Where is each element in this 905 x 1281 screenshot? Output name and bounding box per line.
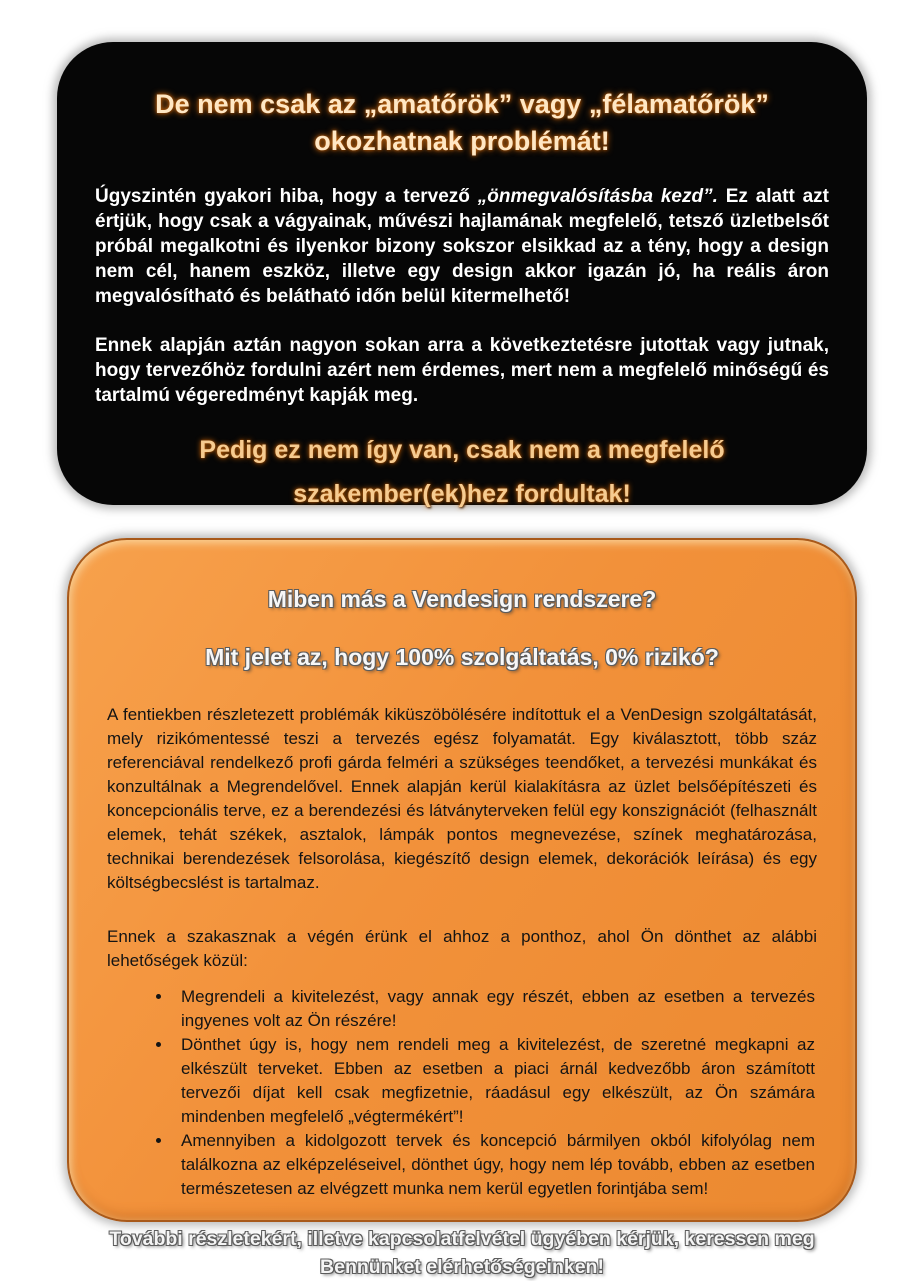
orange-panel-footer-heading: További részletekért, illetve kapcsolatfelvétel ügyében kérjük, keressen meg Bennünket elérhetőségeinken! xyxy=(109,1228,815,1278)
black-panel-heading: De nem csak az „amatőrök” vagy „félamatőrök” okozhatnak problémát! xyxy=(155,89,769,156)
orange-panel-paragraph-1: A fentiekben részletezett problémák kiküszöbölésére indítottuk el a VenDesign szolgáltatását, mely rizikómentessé teszi a tervezés egész folyamatát. Egy kiválasztott, több száz referenciával rendelkező profi gárda felméri a szükséges teendőket, a tervezési munkákat és konzultálnak a Megrendelővel. Ennek alapján kerül kialakításra az üzlet belsőépítészeti és koncepcionális terve, ez a berendezési és látványterveken felül egy konszignációt (felhasznált elemek, tehát székek, asztalok, lámpák pontos megnevezése, színek meghatározása, technikai berendezések felsorolása, kiegészítő design elemek, dekorációk leírása) és egy költségbecslést is tartalmaz. xyxy=(107,705,817,892)
orange-panel xyxy=(67,538,857,1278)
options-bullet-list xyxy=(145,985,815,1201)
black-panel-paragraph-1 xyxy=(95,184,829,309)
bullet-item-plans-only: • Dönthet úgy is, hogy nem rendeli meg a kivitelezést, de szeretné megkapni az elkészült terveket. Ebben az esetben a piaci árnál kedvezőbb áron számított tervezői díjat kell csak megfizetnie, ráadásul egy elkészült, az Ön számára mindenben megfelelő „végtermékért”! xyxy=(173,1033,815,1129)
bullet-item-walk-away: • Amennyiben a kidolgozott tervek és koncepció bármilyen okból kifolyólag nem találkozna az elképzeléseivel, dönthet úgy, hogy nem lép tovább, ebben az esetben természetesen az elvégzett munka nem kerül egyetlen forintjába sem! xyxy=(173,1129,815,1201)
black-panel-closing-heading: Pedig ez nem így van, csak nem a megfelelő szakember(ek)hez fordultak! xyxy=(199,436,725,508)
bullet-item-order-construction: • Megrendeli a kivitelezést, vagy annak egy részét, ebben az esetben a tervezés ingyenes volt az Ön részére! xyxy=(173,985,815,1033)
paragraph-1-after: Ez alatt azt értjük, hogy csak a vágyainak, művészi hajlamának megfelelő, tetsző üzletbelsőt próbál megalkotni és ilyenkor bizony sokszor elsikkad az a tény, hogy a design nem cél, hanem eszköz, illetve egy design akkor igazán jó, ha reális áron megvalósítható és belátható időn belül kitermelhető! xyxy=(95,186,829,307)
paragraph-1-italic-quote: „önmegvalósításba kezd”. xyxy=(477,186,718,207)
orange-panel-heading-1: Miben más a Vendesign rendszere? xyxy=(267,586,657,612)
black-panel-paragraph-2: Ennek alapján aztán nagyon sokan arra a következtetésre jutottak vagy jutnak, hogy tervezőhöz fordulni azért nem érdemes, mert nem a megfelelő minőségű és tartalmú végeredményt kapják meg. xyxy=(95,335,829,406)
orange-panel-paragraph-2: Ennek a szakasznak a végén érünk el ahhoz a ponthoz, ahol Ön dönthet az alábbi lehetőségek közül: xyxy=(107,927,817,970)
black-panel xyxy=(57,42,867,508)
paragraph-1-before: Úgyszintén gyakori hiba, hogy a tervező xyxy=(95,186,478,207)
orange-panel-heading-2: Mit jelet az, hogy 100% szolgáltatás, 0% rizikó? xyxy=(205,644,719,670)
